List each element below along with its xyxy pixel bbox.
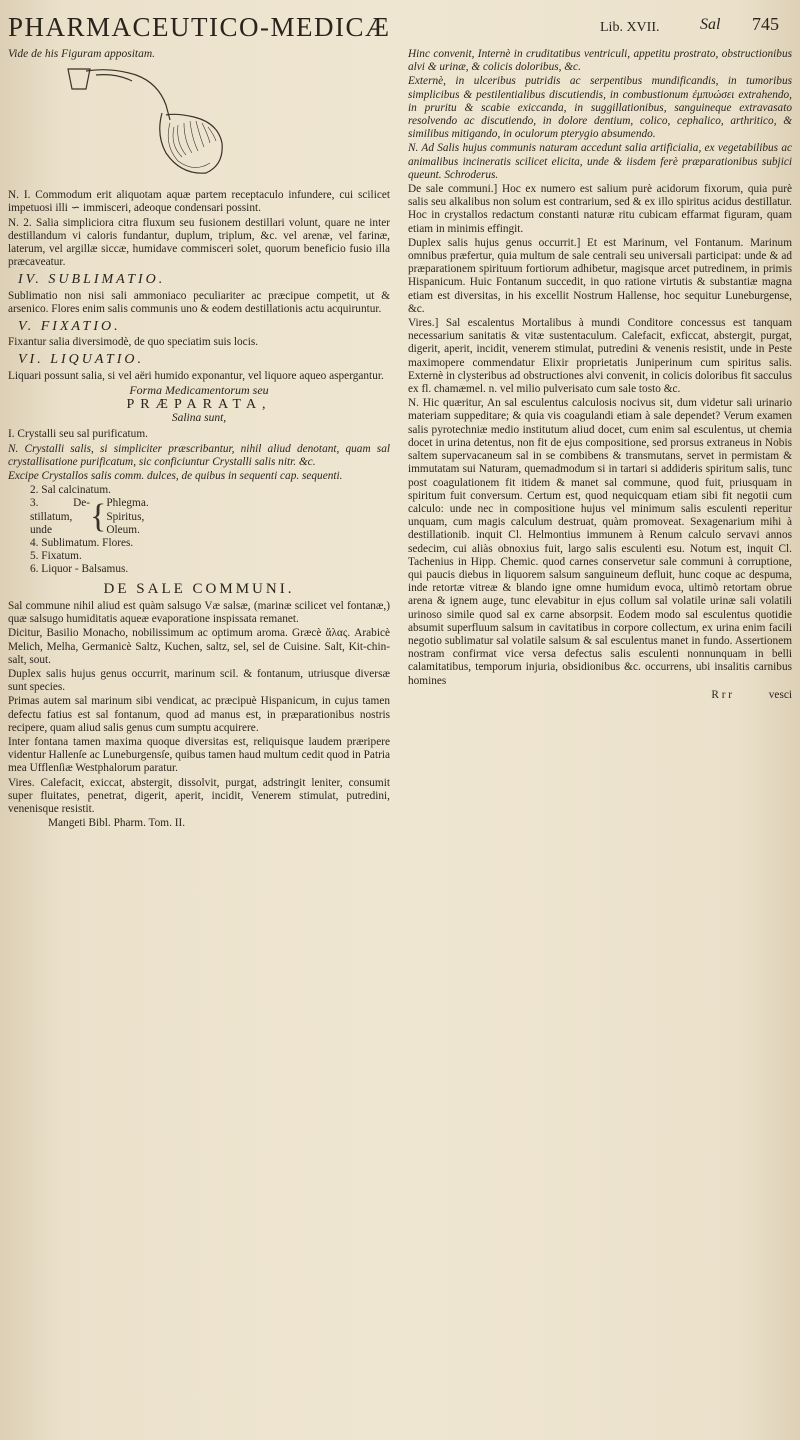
fixatio-text: Fixantur salia diversimodè, de quo speciatim suis locis. [8,336,259,349]
communi-para-2: Dicitur, Basilio Monacho, nobilissimum ac optimum aroma. Græcè ἅλας. Arabicè Melich, Melha, Germanicè Saltz, Kuchen, saltz, sel, sel de Cuisine. Salt, Kit-chin-salt, sout. [8,627,390,666]
signature-mark [408,689,792,702]
heading-liquatio: VI. LIQUATIO. [18,352,144,368]
right-para-7: N. Hic quæritur, An sal esculentus calculosis nocivus sit, dum videtur sali urinario materiam suppeditare; & quia vis coagulandi etiam à sale dependet? Verum examen salis pyrotechniæ medio institutum aliud docet, cum enim sal esculentus, ut chemia docet in urina detentus, non fit de ejus compositione, sed prorsus extraneus in Nobis saltem supervacaneum sal in se combibens & transmutans, servet in permistam & immutatam sui Naturam, quemadmodum si in tartari si addideris spiritum salis, tunc post coagulationem fit itidem & manet sal commune, quod fuit, priusquam in spiritum fuit conversum. Certum est, quod nequicquam etiam sibi fit negotii cum calculo: unde nec in compositione hujus vel minimum salis esculenti reperitur unquam, cum magis calculum destruat, quàm promoveat. Sexagenarium mihi à destillationib. inquit Cl. Helmontius immunem à Renum calculo servavi annos sedecim, cui aliàs obnoxius fuit, largo salis esculenti esu. Notum est, inquit Cl. Tachenius in Hipp. Chemic. quod carnes conservetur sale communi à corruptione, qui paucis diebus in liquorem salsum sanguineum defluit, hunc coque ac despuma, inde retortæ vitreæ & blando igne omne humidum evoca, ultimò retortam obrue arena & ignem auge, tunc elevabitur in ejus collum sal volatile urinæ sali volatili urinoso simile quod sal ex carne absorpsit. Eodem modo sal esculentus quotidie absumit superfluum salsum in cavitatibus in corpore collectum, ex urina enim facili negotio sublimatur sal volatile salsum & sal esculentus manet in fundo. Assertionem nostram confirmat vice versa defectus salis esculenti nonnunquam in belli calamitatibus, temporum injuria, obsidionibus &c. occurrens, ubi insalitis carnibus homines [408,397,792,687]
right-column [408,48,792,1432]
list-item-6: 6. Liquor - Balsamus. [30,563,129,576]
sublimatio-text: Sublimatio non nisi sali ammoniaco peculiariter ac præcipue competit, ut & arsenico. Flores enim salis communis uno & eodem destillationis actu acquiruntur. [8,289,390,315]
page-header [0,8,800,48]
right-para-3: N. Ad Salis hujus communis naturam accedunt salia artificialia, ex vegetabilibus ac animalibus incineratis scilicet elicita, unde & iisdem ferè præparationibus subjici queunt. Schroderus. [408,142,792,181]
communi-para-4: Primas autem sal marinum sibi vendicat, ac præcipuè Hispanicum, in cujus tamen defectu fatius est sal fontanum, quod ad manus est, in præparationibus nostris recipere, quam aliud salis genus cum sumptu acquirere. [8,695,390,734]
brace-symbol: { [90,498,107,536]
communi-para-6: Vires. Calefacit, exiccat, abstergit, dissolvit, purgat, adstringit leniter, consumit super fluitates, penetrat, digerit, aperit, incidit, Venerem stimulat, putredini, venenisque resistit. [8,776,390,815]
catchword-right: vesci [768,688,792,701]
signature-text: R r r [711,688,733,701]
right-para-1: Hinc convenit, Internè in cruditatibus ventriculi, appetitu prostrato, obstructionibus alvi & urinæ, & colicis doloribus, &c. [408,48,792,74]
right-para-2: Externè, in ulceribus putridis ac serpentibus mundificandis, in tumoribus simplicibus & pestilentialibus discutiendis, in combustionum ἐμπυώσει extrahendo, in pruritu & scabie exiccanda, in suggillationibus, sanguineque extravasato resolvendo ac discutiendo, in dolore dentium, colico, cephalico, arthritico, & similibus mitigando, in oculorum pterygio absumendo. [408,75,792,141]
note-2: N. 2. Salia simpliciora citra fluxum seu fusionem destillari volunt, quare ne inter destillandum vi caloris fundantur, duplum, triplum, &c. vel arenæ, vel farinæ, laterum, vel argillæ siccæ, humidave commisceri solet, quorum beneficio fusio illa præcaveatur. [8,216,390,269]
right-para-4: De sale communi.] Hoc ex numero est salium purè acidorum fixorum, quia purè salis seu alkalibus non solum est contrarium, sed & ex illo spiritus acidus destillatur. Hoc in crystallos redactum constanti naturæ ritu cubicam effarmat figuram, quam etiam in minimis effingit. [408,183,792,235]
list-item-5: 5. Fixatum. [30,550,82,563]
catchword-left: Mangeti Bibl. Pharm. Tom. II. [48,817,186,830]
list-item-3-spiritus: Spiritus, [106,510,145,523]
right-para-6: Vires.] Sal escalentus Mortalibus à mundi Conditore concessus est tanquam necessarium sanitatis & vitæ sustentaculum. Calefacit, exficcat, abstergit, purgat, digerit, aperit, incidit, venerem stimulat, putredini & venenis resistit, unde in Peste maximopere commendatur Elixir proprietatis Juniperinum cum spiritus salis. Externè in clysteribus ad obstructiones alvi convenit, in colicis doloribus fit sacculus ex fl. chamæmel. n. vel milio pulverisato cum sale tosto &c. [408,317,792,396]
salina-list [8,484,390,576]
list-item-4: 4. Sublimatum. Flores. [30,537,134,550]
communi-para-3: Duplex salis hujus genus occurrit, marinum scil. & fontanum, utriusque diversæ sunt species. [8,667,390,694]
heading-de-sale-communi: DE SALE COMMUNI. [103,580,295,597]
list-item-3-oleum: Oleum. [106,523,140,536]
right-para-5: Duplex salis hujus genus occurrit.] Et est Marinum, vel Fontanum. Marinum omnibus præfertur, quia multum de sale centrali seu universali participat: unde & ad præparationem spirituum fortiorum adhibetur, magisque arcet putredinem, in primis Hispanicum. Huic Fontanum succedit, in quo ratione virtutis & substantiæ magna etiam est diversitas, in his excellit Nostrum Hallense, hoc sequitur Luneburgense, &c. [408,236,792,315]
note-1: N. I. Commodum erit aliquotam aquæ partem receptaculo infundere, cui scilicet impetuosi illi ∽ immisceri, adeoque condensari possint. [8,189,390,215]
figure-caption: Vide de his Figuram appositam. [8,48,156,60]
section-title: Sal [700,16,721,33]
excipe-note: Excipe Crystallos salis comm. dulces, de quibus in sequenti cap. sequenti. [8,470,343,483]
list-item-2: 2. Sal calcinatum. [30,484,111,497]
list-item-3-label: 3. De- stillatum, unde [30,497,90,536]
communi-para-1: Sal commune nihil aliud est quàm salsugo Væ salsæ, (marinæ scilicet vel fontanæ,) quæ salsugo humiditatis aqueæ evaporatione inspissata remanet. [8,599,390,626]
heading-sublimatio: IV. SUBLIMATIO. [18,272,166,288]
list-item-3-phlegma: Phlegma. [106,497,149,510]
list-item-3 [30,497,390,537]
page-number: 745 [752,14,779,34]
salina-heading: Salina sunt, [171,412,227,425]
book-number: Lib. XVII. [600,20,660,35]
praeparata-heading: PRÆPARATA, [126,397,272,413]
communi-para-5: Inter fontana tamen maxima quoque diversitas est, reliquisque laudem præripere videntur Hallenſe ac Luneburgensſe, quibus tamen haud multum cedit quod in Patria mea Ufflenſiæ Westphalorum paratur. [8,735,390,775]
left-column [8,48,390,1432]
running-title: PHARMACEUTICO-MEDICÆ [8,12,391,42]
forma-heading: Forma Medicamentorum seu [129,382,269,397]
list-item-1: I. Crystalli seu sal purificatum. [8,428,148,441]
liquatio-text: Liquari possunt salia, si vel aëri humido exponantur, vel liquore aqueo aspergantur. [8,369,384,382]
distillation-apparatus-figure [66,65,226,183]
heading-fixatio: V. FIXATIO. [18,319,121,335]
crystalli-note: N. Crystalli salis, si simpliciter præscribantur, nihil aliud denotant, quam sal crystallisatione purificatum, sic conficiuntur Crystalli salis nitr. &c. [8,442,390,468]
